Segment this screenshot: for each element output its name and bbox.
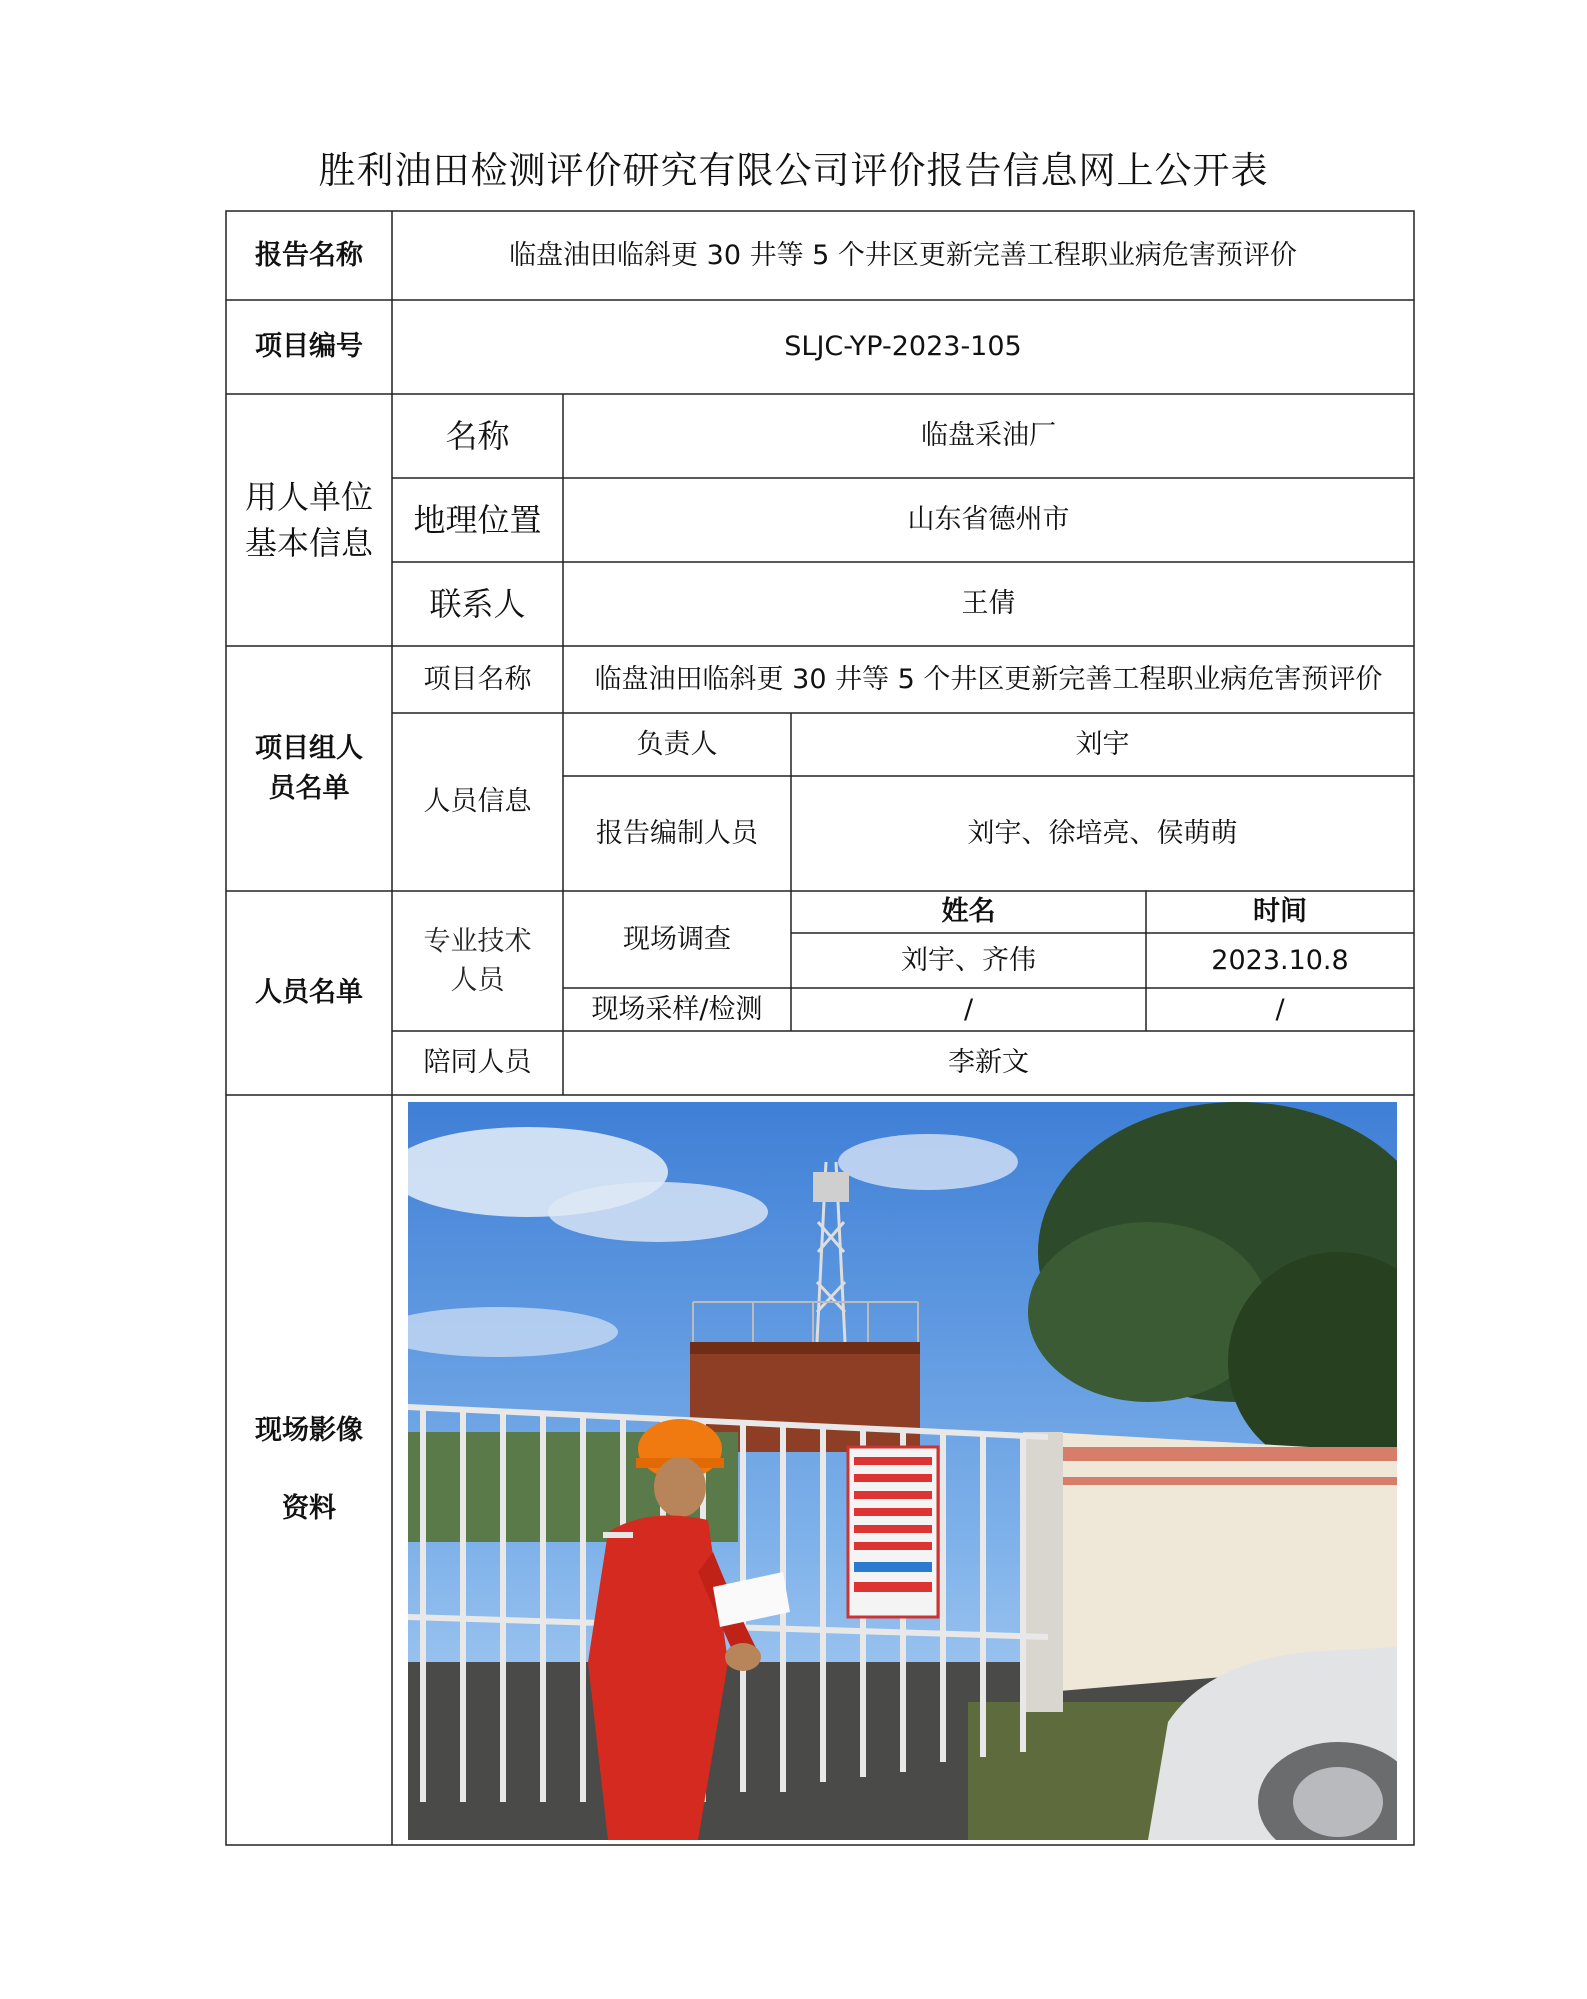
project-no-value: SLJC-YP-2023-105 (784, 331, 1022, 363)
employer-location-value: 山东省德州市 (907, 504, 1070, 536)
sampling-time: / (1275, 993, 1285, 1025)
project-team-label-line2: 员名单 (268, 772, 350, 804)
employer-label (226, 394, 392, 646)
team-project-name-value: 临盘油田临斜更 30 井等 5 个井区更新完善工程职业病危害预评价 (594, 663, 1383, 695)
site-survey-label: 现场调查 (623, 923, 731, 955)
project-team-label-line1: 项目组人 (255, 733, 363, 765)
employer-contact-label: 联系人 (429, 584, 526, 623)
project-no-label: 项目编号 (255, 331, 363, 363)
site-media-label (226, 1095, 392, 1845)
employer-name-value: 临盘采油厂 (921, 420, 1056, 452)
page-title: 胜利油田检测评价研究有限公司评价报告信息网上公开表 (318, 149, 1269, 192)
employer-label-line2: 基本信息 (244, 524, 373, 562)
team-project-name-label: 项目名称 (423, 663, 532, 695)
editors-value: 刘宇、徐培亮、侯萌萌 (967, 817, 1238, 849)
tech-staff-label-line2: 人员 (450, 965, 505, 996)
employer-label-line1: 用人单位 (244, 477, 373, 516)
survey-time: 2023.10.8 (1211, 944, 1349, 976)
leader-value: 刘宇 (1075, 728, 1130, 760)
companion-label: 陪同人员 (423, 1047, 532, 1079)
col-name-header: 姓名 (941, 896, 996, 928)
project-team-label (226, 646, 392, 891)
site-photo (408, 1102, 1397, 1840)
site-media-label-line1: 现场影像 (255, 1414, 363, 1446)
leader-label: 负责人 (636, 728, 718, 760)
site-media-label-line2: 资料 (282, 1493, 336, 1524)
survey-names: 刘宇、齐伟 (901, 944, 1036, 976)
report-name-label: 报告名称 (255, 239, 363, 271)
companion-value: 李新文 (948, 1047, 1029, 1079)
staff-list-label: 人员名单 (255, 977, 363, 1009)
tech-staff-label (392, 891, 563, 1031)
editors-label: 报告编制人员 (596, 817, 758, 849)
report-name-value: 临盘油田临斜更 30 井等 5 个井区更新完善工程职业病危害预评价 (509, 239, 1297, 271)
employer-name-label: 名称 (445, 416, 510, 455)
site-photo-illustration (408, 1102, 1397, 1840)
sampling-names: / (963, 993, 974, 1025)
employer-location-label: 地理位置 (413, 500, 542, 539)
sampling-label: 现场采样/检测 (591, 993, 763, 1025)
col-time-header: 时间 (1253, 896, 1307, 928)
personnel-info-label: 人员信息 (423, 786, 532, 818)
employer-contact-value: 王倩 (961, 588, 1016, 620)
tech-staff-label-line1: 专业技术 (423, 925, 532, 957)
